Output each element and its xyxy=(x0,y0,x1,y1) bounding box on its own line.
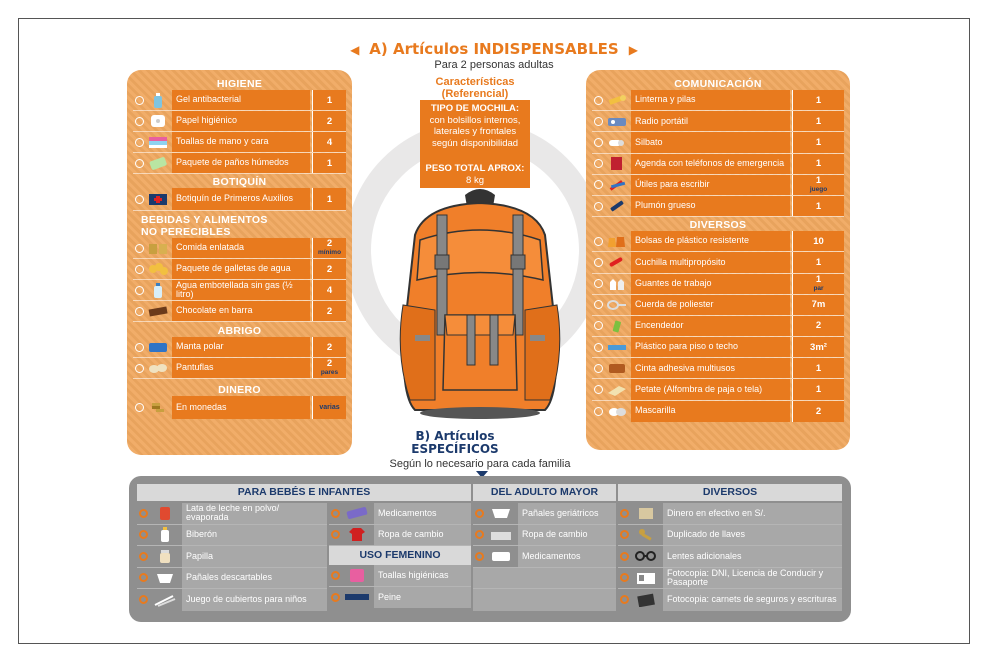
item-label: Botiquín de Primeros Auxilios xyxy=(172,188,310,210)
arrow-right-icon: ▶ xyxy=(628,43,638,57)
abrigo-heading: ABRIGO xyxy=(217,325,262,337)
baby-clothes-icon xyxy=(344,527,370,542)
checkbox-circle[interactable] xyxy=(135,403,144,412)
item-label: Chocolate en barra xyxy=(172,301,310,321)
rope-icon xyxy=(607,297,627,312)
list-item xyxy=(592,316,844,337)
peso-box xyxy=(420,160,530,188)
baby-food-jar-icon xyxy=(152,549,178,564)
glasses-icon xyxy=(633,549,659,564)
medicine-icon xyxy=(488,549,514,564)
item-qty: 1 xyxy=(792,111,844,131)
specific-items-panel xyxy=(129,476,851,622)
diversos-b-column xyxy=(618,484,842,611)
checkbox-circle[interactable] xyxy=(139,509,148,518)
caracteristicas-line-1: Características xyxy=(435,76,515,88)
list-item xyxy=(133,358,346,379)
checkbox-circle[interactable] xyxy=(620,530,629,539)
item-label: Plumón grueso xyxy=(631,196,790,216)
title-b-line-2: ESPECÍFICOS xyxy=(411,442,499,456)
item-qty: 2 pares xyxy=(312,358,346,378)
list-item xyxy=(592,111,844,132)
femenino-heading: USO FEMENINO xyxy=(329,546,471,565)
bebes-heading: PARA BEBÉS E INFANTES xyxy=(137,484,471,501)
list-item xyxy=(473,525,616,547)
list-item xyxy=(592,132,844,153)
item-label: Gel antibacterial xyxy=(172,90,310,110)
item-qty: 1 xyxy=(792,196,844,216)
checkbox-circle[interactable] xyxy=(135,343,144,352)
id-card-icon xyxy=(633,570,659,585)
list-item xyxy=(618,589,842,611)
item-label: Lentes adicionales xyxy=(663,546,842,567)
list-item xyxy=(592,337,844,358)
left-panel xyxy=(127,70,352,455)
blanket-icon xyxy=(148,340,168,355)
checkbox-circle[interactable] xyxy=(135,195,144,204)
flashlight-icon xyxy=(607,93,627,108)
item-label: Ropa de cambio xyxy=(518,525,616,546)
diversos-b-heading: DIVERSOS xyxy=(618,484,842,501)
gloves-icon xyxy=(607,276,627,291)
list-item xyxy=(133,111,346,132)
item-label: Medicamentos xyxy=(518,546,616,567)
bebes-list-2 xyxy=(329,503,471,608)
checkbox-circle[interactable] xyxy=(594,258,603,267)
cash-icon xyxy=(633,506,659,521)
list-item xyxy=(133,188,346,211)
item-label: Papilla xyxy=(182,546,327,567)
backpack-illustration xyxy=(395,185,565,425)
item-label: En monedas xyxy=(172,396,310,419)
item-label: Dinero en efectivo en S/. xyxy=(663,503,842,524)
checkbox-circle[interactable] xyxy=(594,407,603,416)
list-item xyxy=(592,175,844,196)
item-qty: 4 xyxy=(312,132,346,152)
item-qty: 7m xyxy=(792,295,844,315)
item-qty: 10 xyxy=(792,231,844,251)
mochila-title: TIPO DE MOCHILA: xyxy=(430,103,520,114)
arrow-left-icon: ◀ xyxy=(350,43,360,57)
list-item xyxy=(133,238,346,259)
list-item xyxy=(592,90,844,111)
right-panel xyxy=(586,70,850,450)
checkbox-circle[interactable] xyxy=(594,202,603,211)
clothes-icon xyxy=(488,527,514,542)
item-label: Manta polar xyxy=(172,337,310,357)
mat-icon xyxy=(607,382,627,397)
item-qty: 1 xyxy=(312,90,346,110)
item-label: Toallas de mano y cara xyxy=(172,132,310,152)
list-item xyxy=(473,546,616,568)
checkbox-circle[interactable] xyxy=(139,573,148,582)
peso-title: PESO TOTAL APROX: xyxy=(425,163,525,174)
item-label: Pantuflas xyxy=(172,358,310,378)
checkbox-circle[interactable] xyxy=(620,573,629,582)
checkbox-circle[interactable] xyxy=(135,159,144,168)
list-item xyxy=(592,196,844,217)
marker-icon xyxy=(607,199,627,214)
title-a-text: A) Artículos INDISPENSABLES xyxy=(369,40,619,58)
list-item xyxy=(592,358,844,379)
list-item xyxy=(133,396,346,419)
checkbox-circle[interactable] xyxy=(594,117,603,126)
list-item xyxy=(137,525,327,547)
caracteristicas-line-2: (Referencial) xyxy=(441,88,509,100)
item-qty: 1 xyxy=(312,153,346,173)
checkbox-circle[interactable] xyxy=(135,286,144,295)
item-label: Fotocopia: carnets de seguros y escrituras xyxy=(663,589,842,611)
checkbox-circle[interactable] xyxy=(594,385,603,394)
checkbox-circle[interactable] xyxy=(135,244,144,253)
item-label: Duplicado de llaves xyxy=(663,525,842,546)
item-qty: 2 xyxy=(312,259,346,279)
comunicacion-heading: COMUNICACIÓN xyxy=(674,78,762,90)
checkbox-circle[interactable] xyxy=(594,279,603,288)
list-item xyxy=(133,280,346,301)
checkbox-circle[interactable] xyxy=(594,138,603,147)
radio-icon xyxy=(607,114,627,129)
item-qty: 4 xyxy=(312,280,346,300)
tape-roll-icon xyxy=(607,361,627,376)
item-label: Bolsas de plástico resistente xyxy=(631,231,790,251)
item-label: Mascarilla xyxy=(631,401,790,422)
item-label: Útiles para escribir xyxy=(631,175,790,195)
list-item xyxy=(592,231,844,252)
item-qty: 2 xyxy=(312,111,346,131)
title-b-line-1: B) Artículos xyxy=(415,429,495,443)
item-label: Cuchilla multipropósito xyxy=(631,252,790,272)
item-label: Peine xyxy=(374,587,471,609)
cutlery-icon xyxy=(152,592,178,607)
empty-row xyxy=(473,568,616,590)
list-item xyxy=(133,259,346,280)
item-label: Guantes de trabajo xyxy=(631,274,790,294)
list-item xyxy=(592,274,844,295)
item-label: Cinta adhesiva multiusos xyxy=(631,358,790,378)
list-item xyxy=(137,546,327,568)
list-item xyxy=(618,546,842,568)
bebidas-heading: BEBIDAS Y ALIMENTOS NO PERECIBLES xyxy=(141,214,268,238)
list-item xyxy=(133,90,346,111)
first-aid-kit-icon xyxy=(148,192,168,207)
item-label: Toallas higiénicas xyxy=(374,565,471,586)
botiquin-heading: BOTIQUÍN xyxy=(212,176,267,188)
dinero-heading: DINERO xyxy=(218,384,261,396)
adulto-column xyxy=(473,484,616,611)
list-item xyxy=(137,589,327,611)
milk-can-icon xyxy=(152,506,178,521)
diversos-heading: DIVERSOS xyxy=(689,219,747,232)
checkbox-circle[interactable] xyxy=(139,530,148,539)
checkbox-circle[interactable] xyxy=(331,530,340,539)
wet-wipes-icon xyxy=(148,156,168,171)
higiene-heading: HIGIENE xyxy=(216,78,263,90)
water-bottle-icon xyxy=(148,283,168,298)
list-item xyxy=(473,503,616,525)
item-qty: 1 juego xyxy=(792,175,844,195)
coins-icon xyxy=(148,400,168,415)
empty-row xyxy=(473,589,616,611)
item-label: Fotocopia: DNI, Licencia de Conducir y Pasaporte xyxy=(663,568,842,589)
item-label: Encendedor xyxy=(631,316,790,336)
whistle-icon xyxy=(607,135,627,150)
peso-value: 8 kg xyxy=(466,174,484,186)
mochila-text: con bolsillos internos, laterales y frontales según disponibilidad xyxy=(429,114,521,149)
item-qty: 2 xyxy=(312,301,346,321)
bottle-icon xyxy=(148,93,168,108)
checkbox-circle[interactable] xyxy=(594,159,603,168)
item-label: Agenda con teléfonos de emergencia xyxy=(631,154,790,174)
checkbox-circle[interactable] xyxy=(135,265,144,274)
agenda-icon xyxy=(607,156,627,171)
checkbox-circle[interactable] xyxy=(594,180,603,189)
adulto-heading: DEL ADULTO MAYOR xyxy=(473,484,616,501)
checkbox-circle[interactable] xyxy=(594,237,603,246)
checkbox-circle[interactable] xyxy=(475,509,484,518)
checkbox-circle[interactable] xyxy=(620,595,629,604)
list-item xyxy=(618,503,842,525)
item-qty: 1 xyxy=(792,154,844,174)
list-item xyxy=(133,301,346,322)
item-qty: 1 xyxy=(792,132,844,152)
baby-bottle-icon xyxy=(152,527,178,542)
item-label: Pañales geriátricos xyxy=(518,503,616,524)
item-qty: 2 xyxy=(792,401,844,422)
item-label: Medicamentos xyxy=(374,503,471,524)
checkbox-circle[interactable] xyxy=(594,343,603,352)
list-item xyxy=(329,587,471,609)
item-label: Ropa de cambio xyxy=(374,525,471,546)
list-item xyxy=(618,525,842,547)
list-item xyxy=(133,337,346,358)
subtitle-a: Para 2 personas adultas xyxy=(434,59,554,71)
list-item xyxy=(592,154,844,175)
checkbox-circle[interactable] xyxy=(594,321,603,330)
checkbox-circle[interactable] xyxy=(139,552,148,561)
checkbox-circle[interactable] xyxy=(135,138,144,147)
towels-icon xyxy=(148,135,168,150)
crackers-icon xyxy=(148,262,168,277)
keys-icon xyxy=(633,527,659,542)
list-item xyxy=(137,503,327,525)
item-qty: 3m² xyxy=(792,337,844,357)
item-label: Comida enlatada xyxy=(172,238,310,258)
multitool-knife-icon xyxy=(607,255,627,270)
checkbox-circle[interactable] xyxy=(135,364,144,373)
checkbox-circle[interactable] xyxy=(331,509,340,518)
list-item xyxy=(137,568,327,590)
mask-icon xyxy=(607,404,627,419)
item-label: Paquete de paños húmedos xyxy=(172,153,310,173)
documents-icon xyxy=(633,592,659,607)
item-qty: 1 xyxy=(792,358,844,378)
item-qty: 1 xyxy=(312,188,346,210)
checkbox-circle[interactable] xyxy=(135,96,144,105)
diaper-icon xyxy=(152,570,178,585)
checkbox-circle[interactable] xyxy=(135,307,144,316)
chocolate-bar-icon xyxy=(148,304,168,319)
item-qty: varias xyxy=(312,396,346,419)
list-item xyxy=(618,568,842,590)
title-b xyxy=(380,430,530,456)
subtitle-b: Según lo necesario para cada familia xyxy=(389,458,571,470)
checkbox-circle[interactable] xyxy=(475,552,484,561)
item-label: Linterna y pilas xyxy=(631,90,790,110)
item-label: Radio portátil xyxy=(631,111,790,131)
item-qty: 1 xyxy=(792,90,844,110)
checkbox-circle[interactable] xyxy=(331,593,340,602)
list-item xyxy=(329,503,471,525)
item-label: Plástico para piso o techo xyxy=(631,337,790,357)
item-label: Papel higiénico xyxy=(172,111,310,131)
list-item xyxy=(592,295,844,316)
item-label: Agua embotellada sin gas (½ litro) xyxy=(172,280,310,300)
canned-food-icon xyxy=(148,241,168,256)
checkbox-circle[interactable] xyxy=(475,530,484,539)
list-item xyxy=(329,525,471,547)
pencils-icon xyxy=(607,177,627,192)
item-qty: 1 xyxy=(792,379,844,399)
bebes-list xyxy=(137,503,327,611)
mochila-box xyxy=(420,100,530,160)
item-qty: 2 xyxy=(312,337,346,357)
list-item xyxy=(592,252,844,273)
item-label: Silbato xyxy=(631,132,790,152)
item-label: Juego de cubiertos para niños xyxy=(182,589,327,611)
checkbox-circle[interactable] xyxy=(620,509,629,518)
checkbox-circle[interactable] xyxy=(135,117,144,126)
caracteristicas-heading xyxy=(410,76,540,100)
item-label: Paquete de galletas de agua xyxy=(172,259,310,279)
slippers-icon xyxy=(148,361,168,376)
item-qty: 2 mínimo xyxy=(312,238,346,258)
item-label: Lata de leche en polvo/ evaporada xyxy=(182,503,327,524)
item-label: Biberón xyxy=(182,525,327,546)
checkbox-circle[interactable] xyxy=(331,571,340,580)
bebes-column xyxy=(137,484,471,503)
item-label: Cuerda de poliester xyxy=(631,295,790,315)
title-a xyxy=(0,40,988,58)
list-item xyxy=(329,565,471,587)
item-qty: 2 xyxy=(792,316,844,336)
item-qty: 1 xyxy=(792,252,844,272)
list-item xyxy=(592,401,844,422)
list-item xyxy=(133,132,346,153)
toilet-paper-icon xyxy=(148,114,168,129)
item-label: Petate (Alfombra de paja o tela) xyxy=(631,379,790,399)
checkbox-circle[interactable] xyxy=(594,300,603,309)
plastic-sheet-icon xyxy=(607,340,627,355)
lighter-icon xyxy=(607,318,627,333)
checkbox-circle[interactable] xyxy=(139,595,148,604)
item-label: Pañales descartables xyxy=(182,568,327,589)
comb-icon xyxy=(344,590,370,605)
pills-icon xyxy=(344,506,370,521)
checkbox-circle[interactable] xyxy=(594,96,603,105)
list-item xyxy=(133,153,346,174)
sanitary-pads-icon xyxy=(344,568,370,583)
item-qty: 1 par xyxy=(792,274,844,294)
checkbox-circle[interactable] xyxy=(594,364,603,373)
adult-diaper-icon xyxy=(488,506,514,521)
checkbox-circle[interactable] xyxy=(620,552,629,561)
list-item xyxy=(592,379,844,400)
plastic-bags-icon xyxy=(607,234,627,249)
